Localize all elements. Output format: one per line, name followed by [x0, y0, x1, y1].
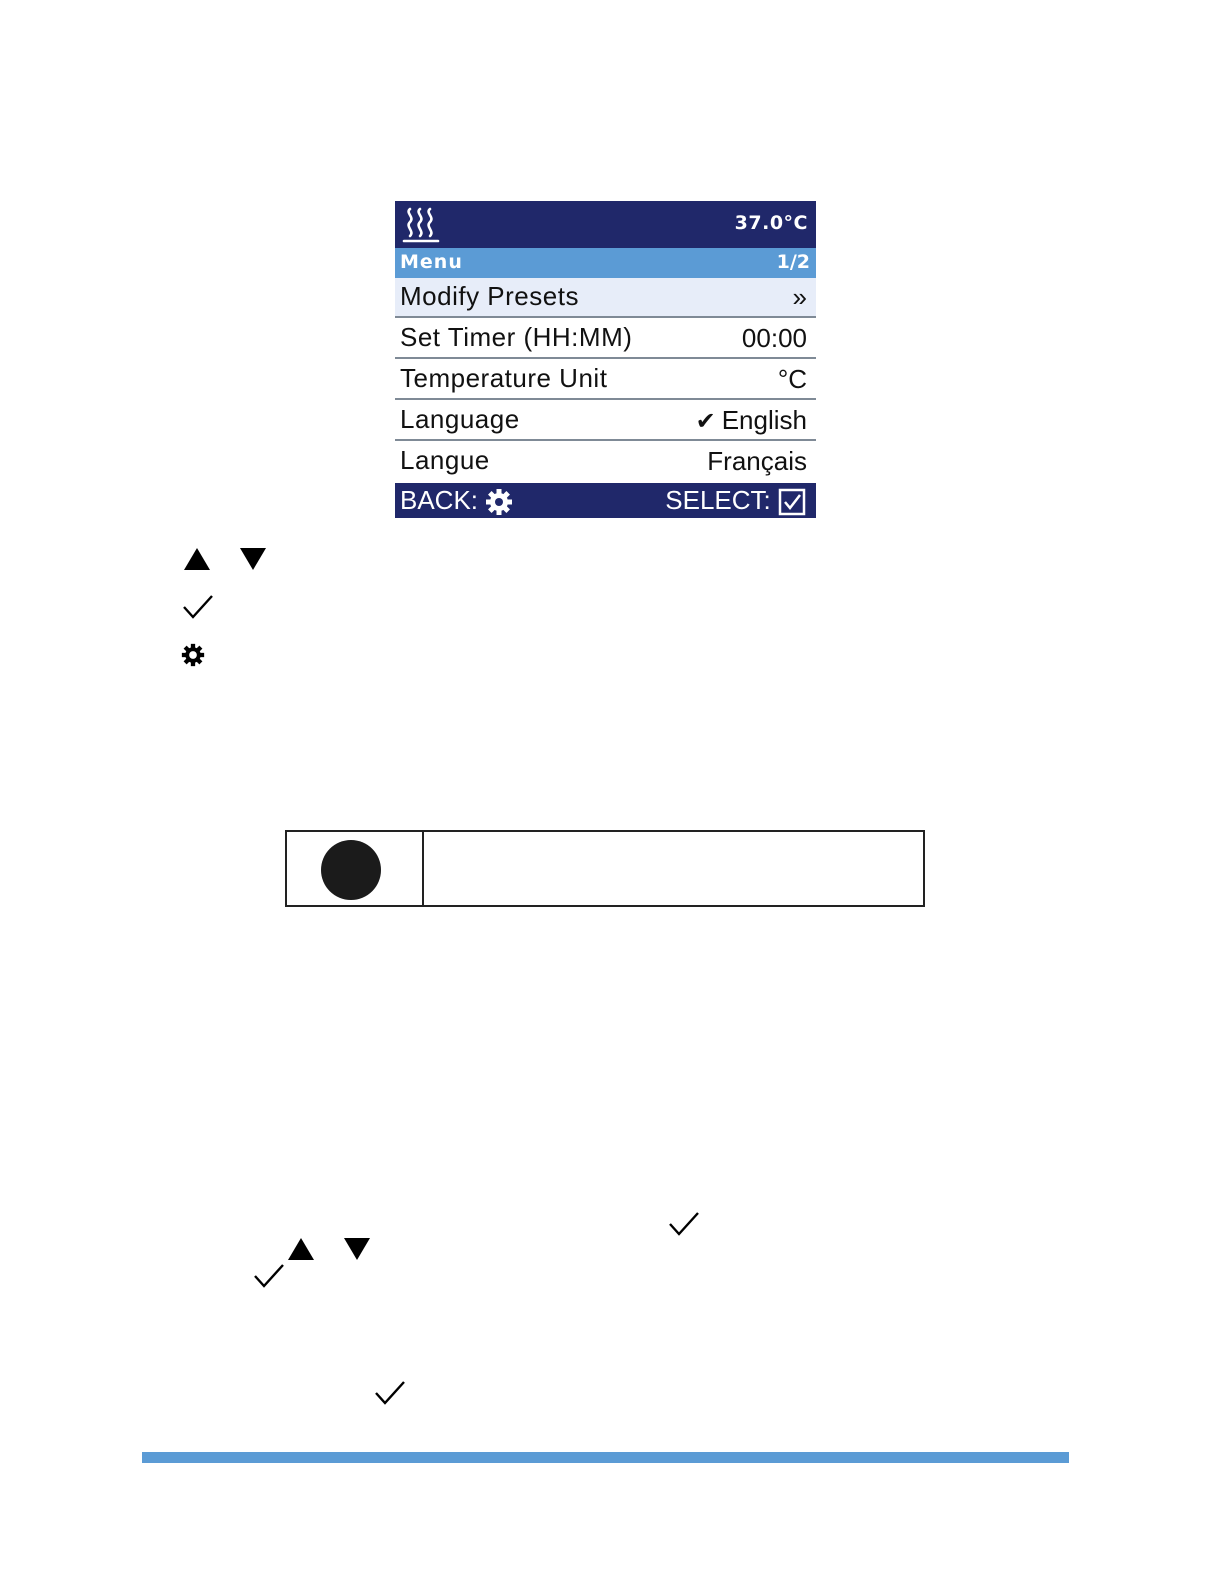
note-box-divider	[422, 832, 424, 905]
check-icon	[253, 1263, 285, 1289]
check-icon	[668, 1211, 700, 1237]
device-screen	[395, 201, 816, 518]
heat-waves-icon	[402, 207, 440, 243]
submenu-arrow: »	[792, 282, 807, 312]
back-label: BACK:	[400, 485, 479, 515]
select-label: SELECT:	[665, 485, 771, 515]
down-arrow-icon	[239, 547, 267, 571]
menu-item-label: Temperature Unit	[400, 363, 608, 393]
menu-item-language[interactable]	[395, 401, 816, 441]
menu-item-set-timer[interactable]	[395, 319, 816, 359]
menu-item-label: Set Timer (HH:MM)	[400, 322, 633, 352]
gear-icon	[485, 488, 513, 516]
menu-item-label: Langue	[400, 445, 490, 475]
up-arrow-icon	[287, 1237, 315, 1261]
status-bar	[395, 201, 816, 248]
back-hint	[400, 485, 513, 516]
language-value	[696, 405, 807, 436]
softkey-bar	[395, 483, 816, 518]
footer-rule	[142, 1452, 1069, 1463]
select-hint	[665, 485, 806, 516]
menu-title: Menu	[400, 251, 463, 273]
check-icon	[374, 1380, 406, 1406]
menu-item-label: Language	[400, 404, 520, 434]
menu-item-label: Modify Presets	[400, 281, 579, 311]
down-arrow-icon	[343, 1237, 371, 1261]
language-value-text: English	[721, 405, 807, 435]
page-indicator: 1/2	[776, 251, 810, 273]
menu-header	[395, 248, 816, 278]
temperature-readout: 37.0°C	[734, 212, 808, 234]
langue-value: Français	[707, 446, 807, 476]
filled-circle-icon	[321, 840, 381, 900]
up-arrow-icon	[183, 547, 211, 571]
temperature-unit-value: °C	[777, 364, 807, 394]
menu-item-temperature-unit[interactable]	[395, 360, 816, 400]
check-icon	[182, 594, 214, 620]
selected-check-icon: ✔	[695, 408, 716, 435]
menu-item-langue[interactable]	[395, 442, 816, 482]
note-box	[285, 830, 925, 907]
menu-item-modify-presets[interactable]	[395, 278, 816, 318]
timer-value: 00:00	[741, 323, 807, 353]
gear-icon	[181, 643, 205, 667]
checkbox-icon	[778, 488, 806, 516]
